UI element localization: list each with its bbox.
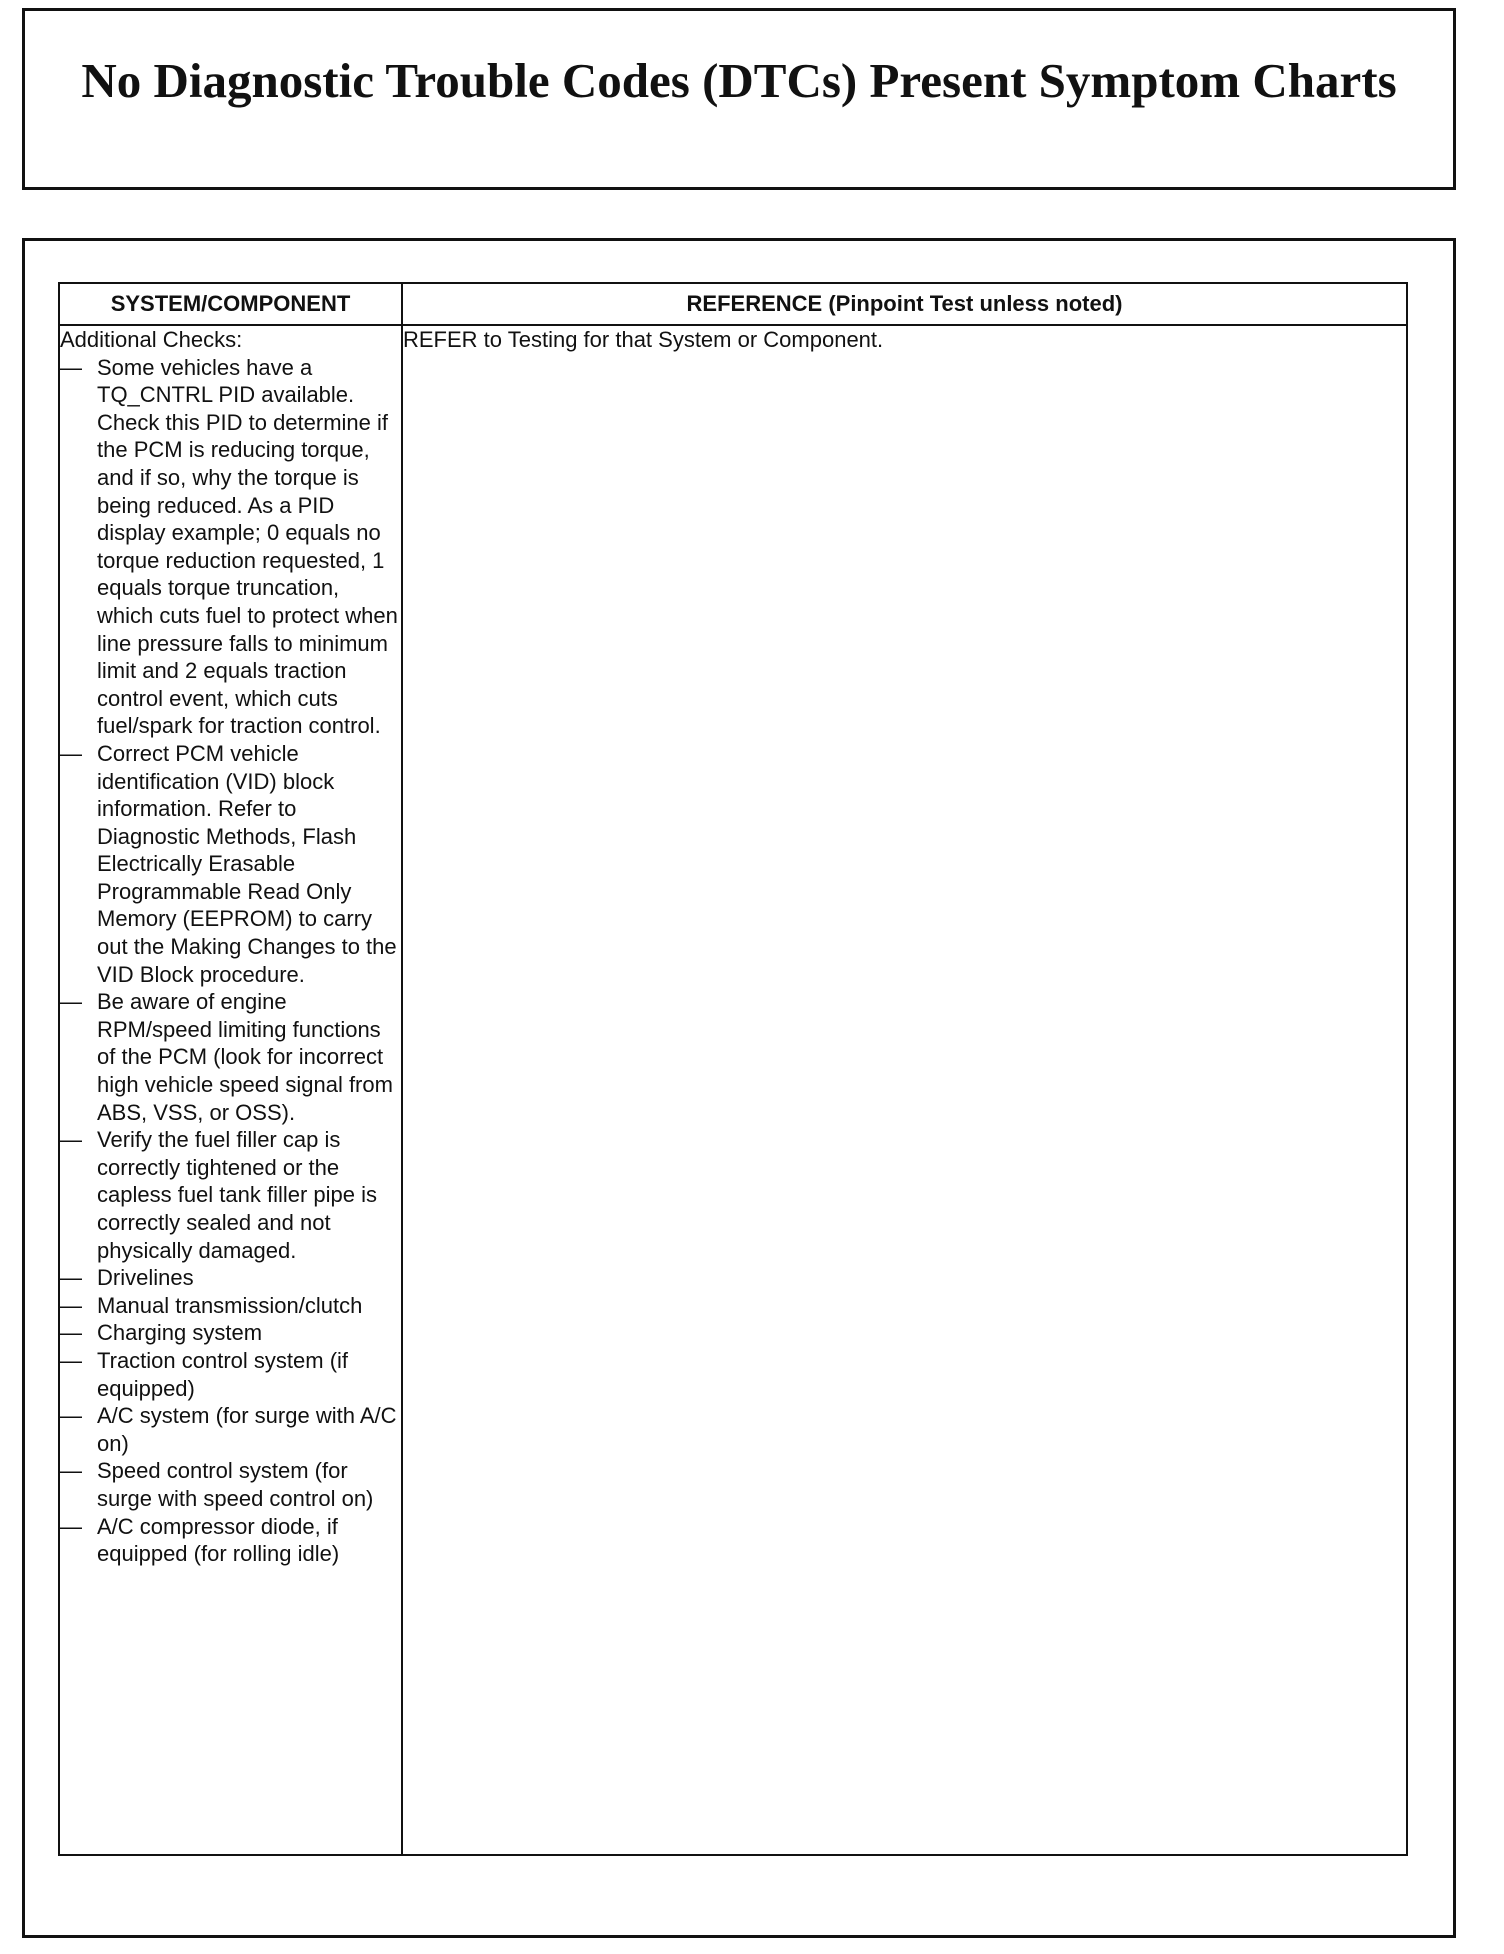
check-text: Drivelines: [97, 1265, 194, 1291]
dash-bullet: —: [60, 989, 82, 1015]
list-item: [60, 1347, 401, 1402]
header-row: [59, 283, 1407, 325]
list-item: [60, 1319, 401, 1347]
dash-bullet: —: [60, 1403, 82, 1429]
list-item: [60, 1292, 401, 1320]
dash-bullet: —: [60, 1347, 82, 1373]
check-text: A/C system (for surge with A/C on): [97, 1403, 397, 1456]
check-text: Some vehicles have a TQ_CNTRL PID available. Check this PID to determine if the PCM is reducing torque, and if so, why the torque is being reduced. As a PID display example; 0 equals no torque reduction requested, 1 equals torque truncation, which cuts fuel to protect when line pressure falls to minimum limit and 2 equals traction control event, which cuts fuel/spark for traction control.: [97, 354, 398, 739]
dash-bullet: —: [60, 1265, 82, 1291]
table-row: [59, 325, 1407, 1855]
list-item: [60, 740, 401, 988]
header-reference: REFERENCE (Pinpoint Test unless noted): [402, 283, 1407, 325]
additional-checks-label: Additional Checks:: [60, 327, 243, 352]
dash-bullet: —: [60, 1320, 82, 1346]
header-system-component: SYSTEM/COMPONENT: [59, 283, 402, 325]
list-item: [60, 1264, 401, 1292]
dash-bullet: —: [60, 1513, 82, 1539]
list-item: [60, 1402, 401, 1457]
check-text: Traction control system (if equipped): [97, 1347, 349, 1401]
list-item: [60, 354, 401, 740]
dash-bullet: —: [60, 354, 82, 380]
list-item: [60, 988, 401, 1126]
check-text: Verify the fuel filler cap is correctly tightened or the capless fuel tank filler pipe is correctly sealed and not physically damaged.: [97, 1127, 378, 1263]
reference-cell: [402, 325, 1407, 1855]
check-text: Charging system: [97, 1320, 263, 1346]
page-title: No Diagnostic Trouble Codes (DTCs) Present Symptom Charts: [81, 53, 1397, 108]
check-text: Speed control system (for surge with speed control on): [97, 1458, 374, 1511]
dash-bullet: —: [60, 740, 82, 766]
list-item: [60, 1513, 401, 1568]
dash-bullet: —: [60, 1292, 82, 1318]
checks-list: [60, 354, 401, 1568]
list-item: [60, 1457, 401, 1512]
symptom-chart-table: [58, 282, 1408, 1856]
dash-bullet: —: [60, 1127, 82, 1153]
check-text: Correct PCM vehicle identification (VID) block information. Refer to Diagnostic Methods, Flash Electrically Erasable Programmable Read Only Memory (EEPROM) to carry out the Making Changes to the VID Block procedure.: [97, 740, 397, 987]
check-text: Manual transmission/clutch: [97, 1292, 363, 1318]
check-text: Be aware of engine RPM/speed limiting functions of the PCM (look for incorrect high vehicle speed signal from ABS, VSS, or OSS).: [97, 989, 393, 1125]
title-box: [22, 8, 1456, 190]
dash-bullet: —: [60, 1458, 82, 1484]
system-component-cell: [59, 325, 402, 1855]
check-text: A/C compressor diode, if equipped (for rolling idle): [97, 1513, 340, 1567]
list-item: [60, 1126, 401, 1264]
reference-text: REFER to Testing for that System or Component.: [403, 327, 884, 352]
